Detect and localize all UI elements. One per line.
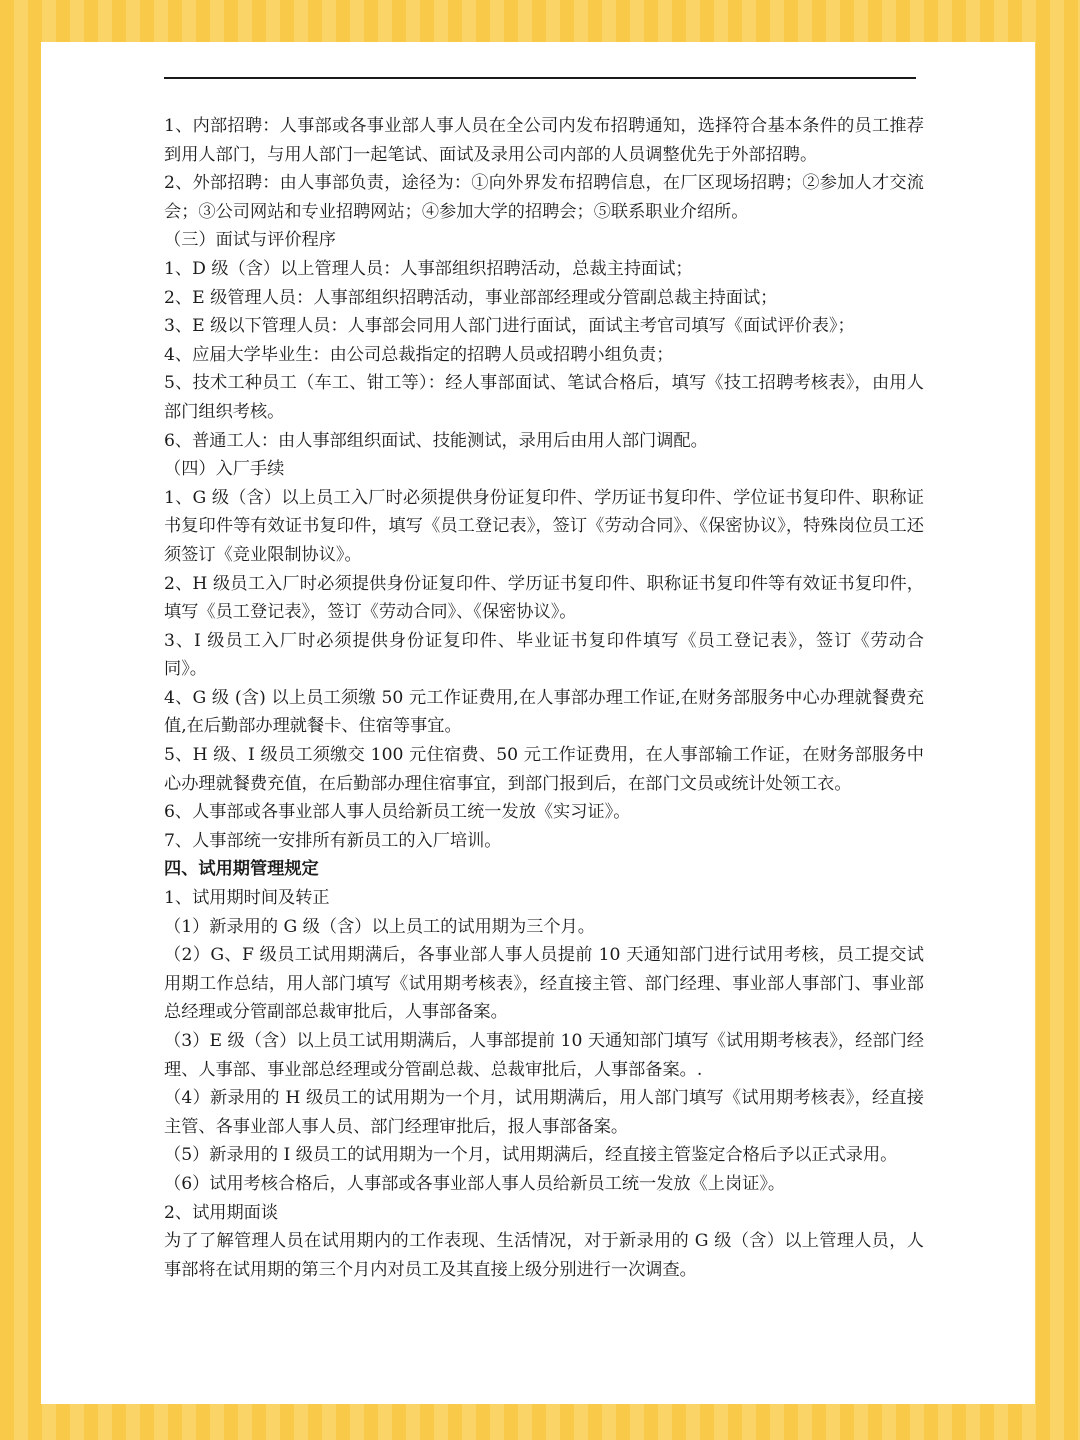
paragraph-interview-3: 3、E 级以下管理人员：人事部会同用人部门进行面试，面试主考官司填写《面试评价表》； [164, 316, 855, 337]
paragraph-onboarding-2: 2、H 级员工入厂时必须提供身份证复印件、学历证书复印件、职称证书复印件等有效证书复印件，填写《员工登记表》，签订《劳动合同》、《保密协议》。 [164, 573, 924, 623]
document-page [41, 42, 1035, 1404]
section-onboarding-title: （四）入厂手续 [164, 459, 285, 480]
paragraph-probation-5: （5）新录用的 I 级员工的试用期为一个月，试用期满后，经直接主管鉴定合格后予以正式录用。 [164, 1145, 898, 1166]
paragraph-interview-4: 4、应届大学毕业生：由公司总裁指定的招聘人员或招聘小组负责； [164, 344, 674, 365]
paragraph-interview-1: 1、D 级（含）以上管理人员：人事部组织招聘活动，总裁主持面试； [164, 258, 693, 279]
document-body [164, 112, 924, 1284]
paragraph-interview-5: 5、技术工种员工（车工、钳工等）：经人事部面试、笔试合格后，填写《技工招聘考核表》，由用人部门组织考核。 [164, 373, 924, 422]
paragraph-probation-3: （3）E 级（含）以上员工试用期满后，人事部提前 10 天通知部门填写《试用期考核表》，经部门经理、人事部、事业部总经理或分管副总裁、总裁审批后，人事部备案。. [164, 1031, 924, 1080]
paragraph-probation-2: （2）G、F 级员工试用期满后，各事业部人事人员提前 10 天通知部门进行试用考核，员工提交试用期工作总结，用人部门填写《试用期考核表》，经直接主管、部门经理、事业部人事部门、事业部总经理或分管副部总裁审批后，人事部备案。 [164, 945, 924, 1023]
paragraph-onboarding-4: 4、G 级 (含) 以上员工须缴 50 元工作证费用,在人事部办理工作证,在财务部服务中心办理就餐费充值,在后勤部办理就餐卡、住宿等事宜。 [164, 687, 924, 737]
paragraph-onboarding-7: 7、人事部统一安排所有新员工的入厂培训。 [164, 830, 502, 851]
paragraph-probation-interview: 为了了解管理人员在试用期内的工作表现、生活情况，对于新录用的 G 级（含）以上管理人员，人事部将在试用期的第三个月内对员工及其直接上级分别进行一次调查。 [164, 1231, 924, 1280]
paragraph-onboarding-6: 6、人事部或各事业部人事人员给新员工统一发放《实习证》。 [164, 802, 631, 823]
header-rule [164, 77, 916, 79]
paragraph-interview-6: 6、普通工人：由人事部组织面试、技能测试，录用后由用人部门调配。 [164, 430, 708, 451]
paragraph-onboarding-3: 3、I 级员工入厂时必须提供身份证复印件、毕业证书复印件填写《员工登记表》，签订《劳动合同》。 [164, 630, 924, 680]
paragraph-probation-4: （4）新录用的 H 级员工的试用期为一个月，试用期满后，用人部门填写《试用期考核表》，经直接主管、各事业部人事人员、部门经理审批后，报人事部备案。 [164, 1088, 924, 1137]
paragraph-external-recruitment: 2、外部招聘：由人事部负责，途径为：①向外界发布招聘信息，在厂区现场招聘；②参加人才交流会；③公司网站和专业招聘网站；④参加大学的招聘会；⑤联系职业介绍所。 [164, 173, 924, 222]
section-interview-title: （三）面试与评价程序 [164, 230, 336, 251]
paragraph-probation-6: （6）试用考核合格后，人事部或各事业部人事人员给新员工统一发放《上岗证》。 [164, 1173, 786, 1194]
paragraph-onboarding-5: 5、H 级、I 级员工须缴交 100 元住宿费、50 元工作证费用，在人事部输工作证，在财务部服务中心办理就餐费充值，在后勤部办理住宿事宜，到部门报到后，在部门文员或统计处领工衣。 [164, 745, 924, 794]
paragraph-onboarding-1: 1、G 级（含）以上员工入厂时必须提供身份证复印件、学历证书复印件、学位证书复印件、职称证书复印件等有效证书复印件，填写《员工登记表》，签订《劳动合同》、《保密协议》，特殊岗位员工还须签订《竞业限制协议》。 [164, 487, 924, 565]
paragraph-probation-1: （1）新录用的 G 级（含）以上员工的试用期为三个月。 [164, 916, 595, 937]
subsection-probation-interview-title: 2、试用期面谈 [164, 1202, 279, 1223]
section-probation-title: 四、试用期管理规定 [164, 859, 319, 880]
paragraph-internal-recruitment: 1、内部招聘：人事部或各事业部人事人员在全公司内发布招聘通知，选择符合基本条件的员工推荐到用人部门，与用人部门一起笔试、面试及录用公司内部的人员调整优先于外部招聘。 [164, 116, 924, 165]
subsection-probation-period-title: 1、试用期时间及转正 [164, 888, 330, 909]
paragraph-interview-2: 2、E 级管理人员：人事部组织招聘活动，事业部部经理或分管副总裁主持面试； [164, 287, 778, 308]
